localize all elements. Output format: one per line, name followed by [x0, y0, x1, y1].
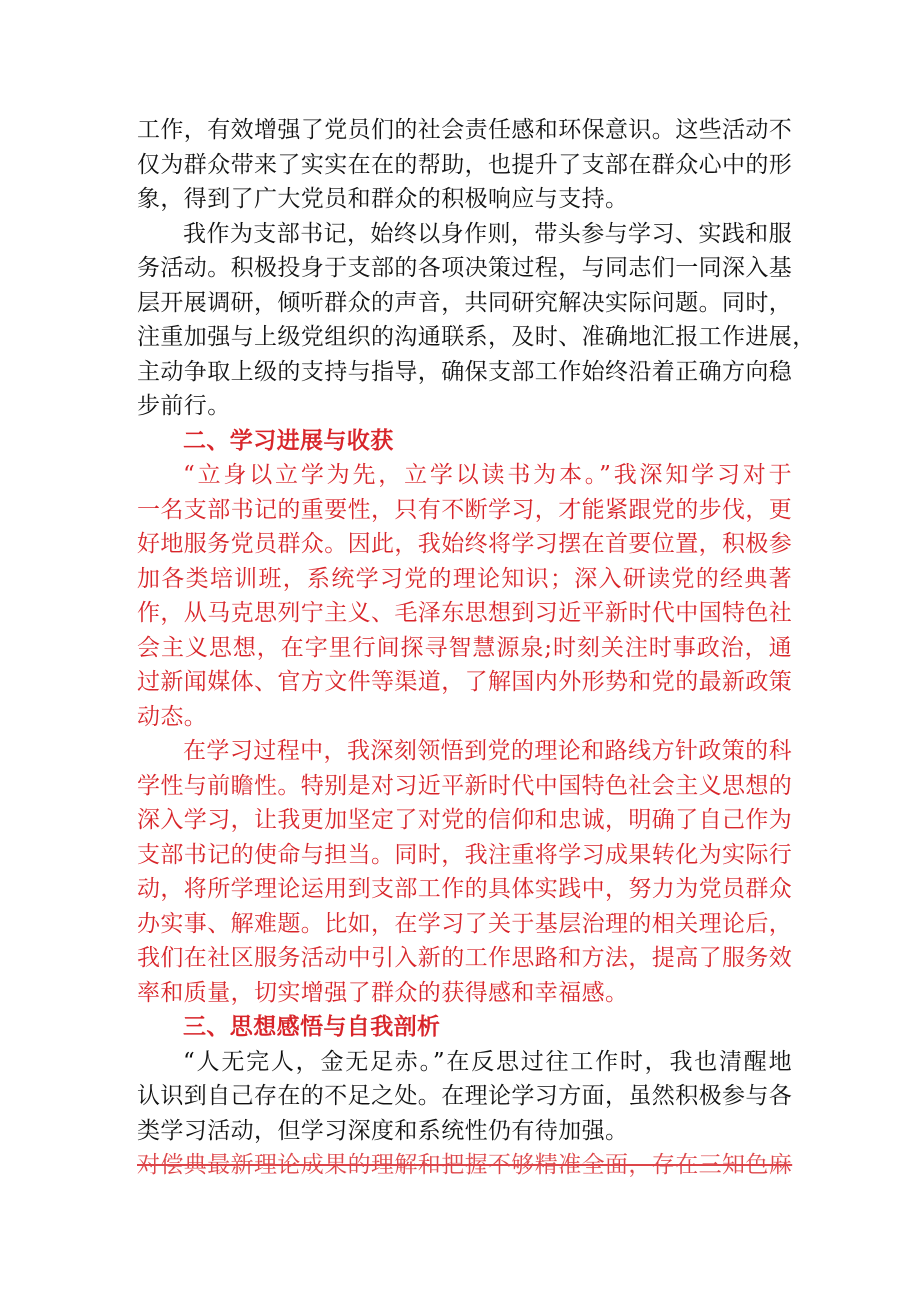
para4-line-4: 支部书记的使命与担当。同时，我注重将学习成果转化为实际行	[137, 841, 793, 868]
para4-line-7: 我们在社区服务活动中引入新的工作思路和方法，提高了服务效	[137, 945, 793, 971]
para3-line-1: “立身以立学为先，立学以读书为本。”我深知学习对于	[183, 462, 792, 488]
para4-line-2: 学性与前瞻性。特别是对习近平新时代中国特色社会主义思想的	[137, 772, 793, 799]
para5-line-2: 认识到自己存在的不足之处。在理论学习方面，虽然积极参与各	[137, 1083, 793, 1109]
para4-line-8: 率和质量，切实增强了群众的获得感和幸福感。	[137, 979, 629, 1006]
para4-line-1: 在学习过程中，我深刻领悟到党的理论和路线方针政策的科	[183, 738, 792, 764]
para4-line-3: 深入学习，让我更加坚定了对党的信仰和忠诚，明确了自己作为	[137, 807, 793, 833]
document-page	[137, 113, 816, 1183]
para3-line-8: 动态。	[137, 703, 208, 730]
para1-line-2: 仅为群众带来了实实在在的帮助，也提升了支部在群众心中的形	[137, 151, 793, 178]
section-heading-2: 二、学习进展与收获	[183, 426, 394, 454]
struck-line	[137, 1148, 792, 1183]
para2-line-3: 层开展调研，倾听群众的声音，共同研究解决实际问题。同时，	[137, 289, 793, 316]
para2-line-2: 务活动。积极投身于支部的各项决策过程，与同志们一同深入基	[137, 255, 793, 281]
para5-line-1: “人无完人，金无足赤。”在反思过往工作时，我也清醒地	[183, 1048, 792, 1075]
para2-line-6: 步前行。	[137, 393, 231, 419]
para4-line-6: 办实事、解难题。比如，在学习了关于基层治理的相关理论后，	[137, 910, 793, 937]
para3-line-3: 好地服务党员群众。因此，我始终将学习摆在首要位置，积极参	[137, 531, 793, 557]
para3-line-7: 过新闻媒体、官方文件等渠道，了解国内外形势和党的最新政策	[137, 669, 793, 695]
section-heading-3: 三、思想感悟与自我剖析	[183, 1013, 441, 1040]
para2-line-1: 我作为支部书记，始终以身作则，带头参与学习、实践和服	[183, 220, 792, 247]
para2-line-5: 主动争取上级的支持与指导，确保支部工作始终沿着正确方向稳	[137, 358, 793, 385]
para2-line-4: 注重加强与上级党组织的沟通联系，及时、准确地汇报工作进展，	[137, 324, 816, 350]
para5-line-3: 类学习活动，但学习深度和系统性仍有待加强。	[137, 1117, 629, 1144]
struck-text: 对偿典最新理论成果的理解和把握不够精准全面，存在三知色麻	[137, 1152, 793, 1178]
para3-line-6: 会主义思想，在字里行间探寻智慧源泉;时刻关注时事政治，通	[137, 634, 792, 661]
para1-line-3: 象，得到了广大党员和群众的积极响应与支持。	[137, 186, 629, 212]
para1-line-1: 工作，有效增强了党员们的社会责任感和环保意识。这些活动不	[137, 117, 793, 143]
para3-line-2: 一名支部书记的重要性，只有不断学习，才能紧跟党的步伐，更	[137, 496, 793, 523]
para3-line-5: 作，从马克思列宁主义、毛泽东思想到习近平新时代中国特色社	[137, 600, 793, 626]
para4-line-5: 动，将所学理论运用到支部工作的具体实践中，努力为党员群众	[137, 876, 793, 902]
para3-line-4: 加各类培训班，系统学习党的理论知识；深入研读党的经典著	[137, 565, 792, 592]
